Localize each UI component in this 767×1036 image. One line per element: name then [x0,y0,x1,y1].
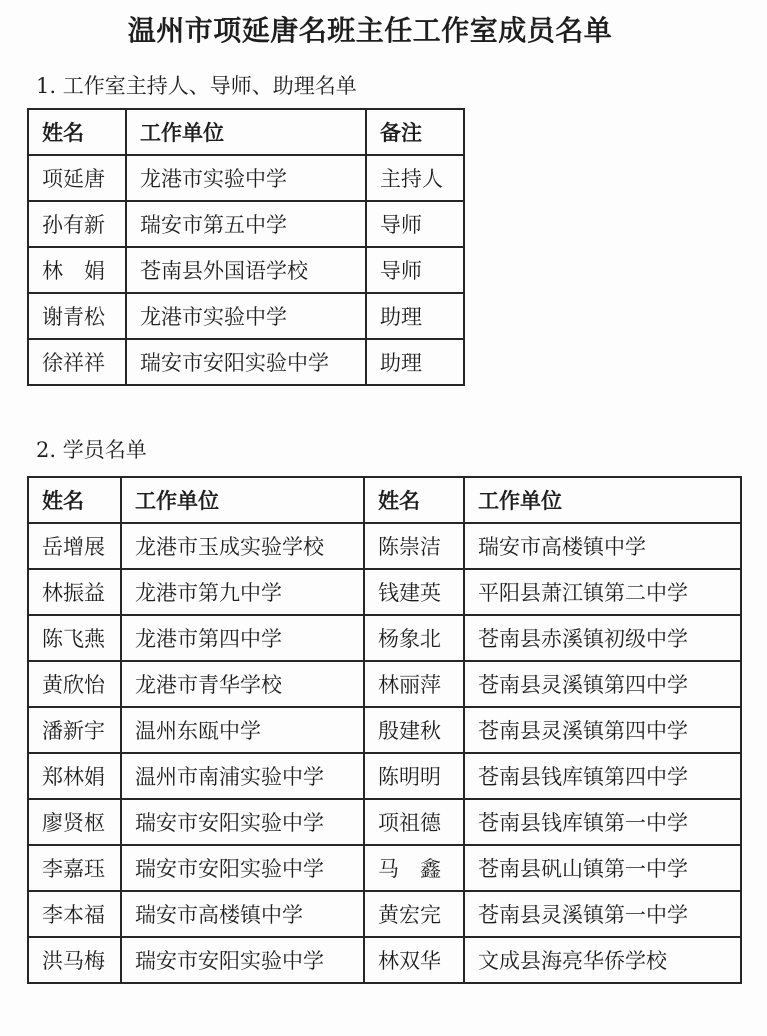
name-cell: 项延唐 [28,155,126,201]
students-table-header-row [28,477,741,523]
students-table [27,476,742,984]
unit-cell: 瑞安市安阳实验中学 [121,799,364,845]
name-cell: 洪马梅 [28,937,121,983]
unit-cell: 瑞安市安阳实验中学 [121,845,364,891]
unit-cell: 苍南县外国语学校 [126,247,366,293]
table-row [28,799,741,845]
table-row [28,615,741,661]
note-cell: 助理 [366,293,464,339]
name-cell: 廖贤枢 [28,799,121,845]
column-header-unit: 工作单位 [126,109,366,155]
name-cell: 陈明明 [364,753,464,799]
unit-cell: 温州东瓯中学 [121,707,364,753]
unit-cell: 龙港市第九中学 [121,569,364,615]
column-header-name: 姓名 [28,109,126,155]
unit-cell: 苍南县赤溪镇初级中学 [464,615,741,661]
unit-cell: 苍南县矾山镇第一中学 [464,845,741,891]
name-cell: 谢青松 [28,293,126,339]
unit-cell: 龙港市玉成实验学校 [121,523,364,569]
column-header-name: 姓名 [364,477,464,523]
name-cell: 陈飞燕 [28,615,121,661]
unit-cell: 瑞安市高楼镇中学 [464,523,741,569]
section1-heading: 1. 工作室主持人、导师、助理名单 [36,74,357,98]
column-header-note: 备注 [366,109,464,155]
name-cell: 陈崇洁 [364,523,464,569]
name-cell: 林 娟 [28,247,126,293]
unit-cell: 文成县海亮华侨学校 [464,937,741,983]
unit-cell: 苍南县灵溪镇第一中学 [464,891,741,937]
table-row [28,201,464,247]
table-row [28,845,741,891]
table-row [28,891,741,937]
column-header-unit: 工作单位 [121,477,364,523]
unit-cell: 龙港市第四中学 [121,615,364,661]
unit-cell: 苍南县灵溪镇第四中学 [464,707,741,753]
unit-cell: 苍南县灵溪镇第四中学 [464,661,741,707]
name-cell: 殷建秋 [364,707,464,753]
note-cell: 导师 [366,201,464,247]
staff-table [27,108,465,386]
column-header-name: 姓名 [28,477,121,523]
name-cell: 杨象北 [364,615,464,661]
unit-cell: 瑞安市安阳实验中学 [126,339,366,385]
name-cell: 孙有新 [28,201,126,247]
name-cell: 马 鑫 [364,845,464,891]
name-cell: 郑林娟 [28,753,121,799]
unit-cell: 温州市南浦实验中学 [121,753,364,799]
name-cell: 黄欣怡 [28,661,121,707]
name-cell: 岳增展 [28,523,121,569]
name-cell: 林振益 [28,569,121,615]
unit-cell: 平阳县萧江镇第二中学 [464,569,741,615]
unit-cell: 瑞安市高楼镇中学 [121,891,364,937]
name-cell: 林双华 [364,937,464,983]
table-row [28,339,464,385]
unit-cell: 苍南县钱库镇第四中学 [464,753,741,799]
name-cell: 李本福 [28,891,121,937]
unit-cell: 龙港市实验中学 [126,155,366,201]
unit-cell: 龙港市青华学校 [121,661,364,707]
note-cell: 主持人 [366,155,464,201]
unit-cell: 苍南县钱库镇第一中学 [464,799,741,845]
unit-cell: 龙港市实验中学 [126,293,366,339]
name-cell: 项祖德 [364,799,464,845]
note-cell: 助理 [366,339,464,385]
table-row [28,247,464,293]
table-row [28,661,741,707]
unit-cell: 瑞安市安阳实验中学 [121,937,364,983]
name-cell: 李嘉珏 [28,845,121,891]
table-row [28,155,464,201]
table-row [28,753,741,799]
note-cell: 导师 [366,247,464,293]
page-title: 温州市项延唐名班主任工作室成员名单 [127,14,613,47]
name-cell: 林丽萍 [364,661,464,707]
name-cell: 黄宏完 [364,891,464,937]
table-row [28,707,741,753]
column-header-unit: 工作单位 [464,477,741,523]
name-cell: 徐祥祥 [28,339,126,385]
table-row [28,937,741,983]
table-row [28,569,741,615]
name-cell: 潘新宇 [28,707,121,753]
section2-heading: 2. 学员名单 [36,438,147,462]
name-cell: 钱建英 [364,569,464,615]
unit-cell: 瑞安市第五中学 [126,201,366,247]
table-row [28,523,741,569]
table-row [28,293,464,339]
staff-table-header-row [28,109,464,155]
